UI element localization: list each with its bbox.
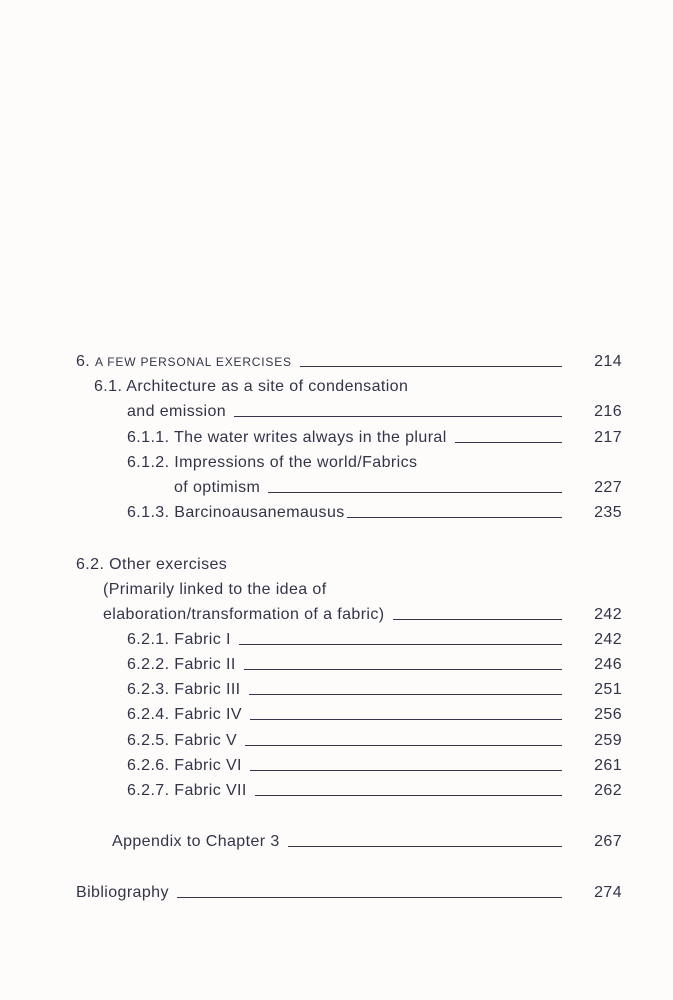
dot-leader	[455, 442, 562, 443]
page-number: 217	[594, 429, 622, 446]
page-number: 262	[594, 782, 622, 799]
chapter-title: A FEW PERSONAL EXERCISES	[95, 355, 292, 369]
toc-entry-6-2-1[interactable]	[127, 627, 622, 649]
toc-entry-chapter-6[interactable]	[76, 349, 622, 371]
page-number: 216	[594, 403, 622, 420]
toc-entry-6-2-7[interactable]	[127, 778, 622, 800]
toc-entry-6-1-3[interactable]	[127, 500, 622, 522]
page-number: 227	[594, 479, 622, 496]
chapter-number: 6.	[76, 353, 91, 370]
dot-leader	[244, 669, 562, 670]
toc-entry-6-1-2[interactable]	[174, 475, 622, 497]
page-number: 214	[594, 353, 622, 370]
dot-leader	[177, 897, 562, 898]
page-number: 246	[594, 656, 622, 673]
toc-entry-label	[76, 353, 292, 371]
dot-leader	[250, 719, 562, 720]
toc-entry-label: 6.2.4. Fabric IV	[127, 706, 242, 723]
toc-entry-6-2-2[interactable]	[127, 652, 622, 674]
toc-entry-label: 6.1.3. Barcinoausanemausus	[127, 504, 345, 521]
dot-leader	[268, 492, 562, 493]
page-number: 251	[594, 681, 622, 698]
dot-leader	[234, 416, 562, 417]
page-number: 235	[594, 504, 622, 521]
toc-entry-6-1-line1: 6.1. Architecture as a site of condensation	[94, 378, 409, 395]
dot-leader	[288, 846, 562, 847]
toc-entry-6-1-2-line1: 6.1.2. Impressions of the world/Fabrics	[127, 454, 418, 471]
dot-leader	[245, 745, 562, 746]
page-number: 242	[594, 631, 622, 648]
toc-entry-label: 6.2.1. Fabric I	[127, 631, 231, 648]
toc-entry-label: 6.2.5. Fabric V	[127, 732, 238, 749]
toc-entry-6-2-line2: (Primarily linked to the idea of	[103, 581, 327, 598]
toc-entry-6-2-4[interactable]	[127, 702, 622, 724]
page-number: 274	[594, 884, 622, 901]
dot-leader	[255, 795, 562, 796]
toc-entry-6-2[interactable]	[103, 602, 622, 624]
page-number: 242	[594, 606, 622, 623]
toc-entry-appendix[interactable]	[112, 829, 622, 851]
toc-entry-label: of optimism	[174, 479, 261, 496]
dot-leader	[393, 619, 562, 620]
dot-leader	[300, 366, 562, 367]
toc-entry-6-2-6[interactable]	[127, 753, 622, 775]
toc-entry-label: Bibliography	[76, 884, 169, 901]
toc-entry-label: 6.2.2. Fabric II	[127, 656, 236, 673]
toc-entry-bibliography[interactable]	[76, 880, 622, 902]
toc-entry-6-2-line1: 6.2. Other exercises	[76, 556, 228, 573]
toc-entry-label: and emission	[127, 403, 227, 420]
toc-entry-6-2-3[interactable]	[127, 677, 622, 699]
page-number: 259	[594, 732, 622, 749]
toc-entry-label: 6.2.6. Fabric VI	[127, 757, 242, 774]
page-number: 267	[594, 833, 622, 850]
toc-entry-6-1[interactable]	[127, 399, 622, 421]
dot-leader	[250, 770, 562, 771]
toc-entry-label: elaboration/transformation of a fabric)	[103, 606, 385, 623]
toc-entry-label: Appendix to Chapter 3	[112, 833, 280, 850]
dot-leader	[249, 694, 562, 695]
page-number: 261	[594, 757, 622, 774]
dot-leader	[239, 644, 562, 645]
page-number: 256	[594, 706, 622, 723]
dot-leader	[347, 517, 562, 518]
toc-entry-label: 6.1.1. The water writes always in the plural	[127, 429, 447, 446]
toc-entry-label: 6.2.7. Fabric VII	[127, 782, 247, 799]
toc-entry-6-1-1[interactable]	[127, 425, 622, 447]
toc-entry-6-2-5[interactable]	[127, 728, 622, 750]
toc-entry-label: 6.2.3. Fabric III	[127, 681, 241, 698]
